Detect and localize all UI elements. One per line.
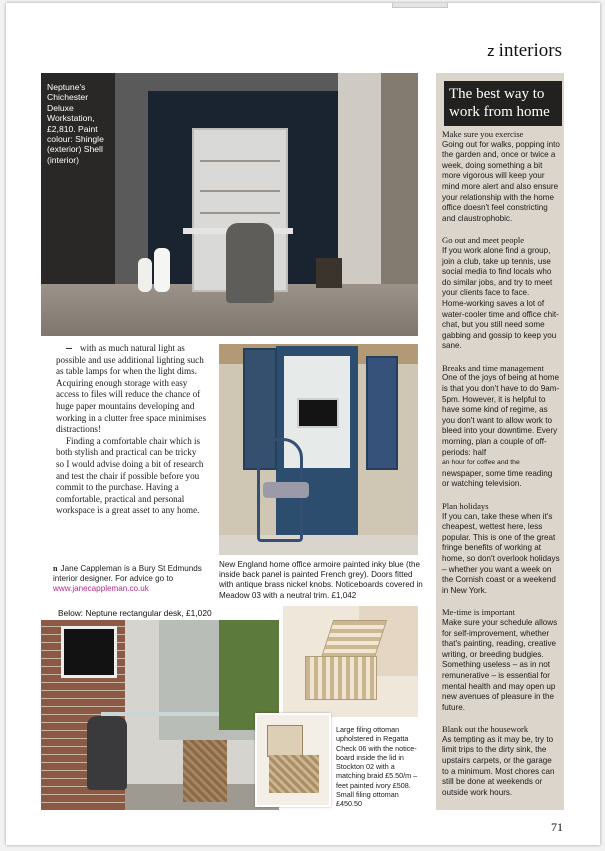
armoire-chair-seat [263, 482, 309, 498]
tip-meet-people [442, 235, 560, 352]
tip-paragraph: As tempting as it may be, try to limit trips to the dirty sink, the upstairs carpets, or the garage to a minimum. Most chores can still be done at weekends or outside work hours. [442, 734, 555, 797]
monitor [297, 398, 339, 428]
tip-body [442, 735, 560, 799]
ottoman-photo [283, 606, 418, 717]
hero-photo [41, 73, 418, 336]
magazine-page [6, 3, 600, 845]
continuation-dash [66, 348, 72, 349]
body-paragraph-text: with as much natural light as possible and use additional lighting such as table lamps for when the light dims. Acquiring enough storage with easy access to files will reduce the chance of huge paper mountains developing and working in a clutter free space minimises distractions! [56, 343, 206, 435]
tip-housework [442, 724, 560, 798]
hero-vase [154, 248, 170, 292]
small-ottoman-lid [267, 725, 303, 757]
tip-paragraph: Make sure your schedule allows for self-improvement, whether that's painting, reading, creative writing, or breeding budgies. Something useless – as in not remunerative – is essential for mental health and may open up new avenues of pleasure in the future. [442, 617, 558, 712]
hero-shelf [200, 212, 280, 214]
armoire-photo [219, 344, 418, 555]
wicker-basket [183, 740, 227, 802]
ottoman-caption: Large filing ottoman upholstered in Regatta Check 06 with the notice-board inside the lid in Stockton 02 with a matching braid £5.50/m – feet painted ivory £508. Small filing ottoman £450.50 [336, 725, 418, 809]
ottoman-box [305, 656, 377, 700]
tip-paragraph: If you can, take these when it's cheapest, wettest here, less popular. This is one of the great fringe benefits of working at home, so don't overlook holidays – whether you want a week on the Cornish coast or a weekend in New York. [442, 511, 560, 595]
sidebar-sections [442, 129, 560, 809]
tip-paragraph: newspaper, some time reading or watching television. [442, 468, 553, 489]
body-paragraph [56, 343, 206, 436]
hero-caption: Neptune's Chichester Deluxe Workstation, £2,810. Paint colour: Shingle (exterior) Shell (interior) [47, 82, 104, 165]
tips-sidebar [436, 73, 564, 810]
desk-caption: Below: Neptune rectangular desk, £1,020 [58, 608, 212, 618]
small-ottoman-box [269, 755, 319, 793]
tip-heading: Breaks and time management [442, 362, 544, 373]
tip-small-line: an hour for coffee and the [442, 459, 520, 467]
article-body [56, 343, 206, 517]
tip-paragraph: Home-working saves a lot of water-cooler time and office chit-chat, but you still need some gabbing and gossip to keep you sane. [442, 298, 559, 351]
tip-heading: Blank out the housework [442, 724, 529, 735]
section-prefix: z [487, 43, 495, 60]
tip-holidays [442, 501, 560, 596]
tip-paragraph: If you work alone find a group, join a club, take up tennis, use social media to find locals who do similar jobs, and try to meet your clients face to face. [442, 245, 553, 298]
tip-breaks [442, 363, 560, 490]
tip-me-time [442, 607, 560, 713]
page-tab [392, 3, 448, 8]
hero-shelf [200, 160, 280, 162]
section-header [487, 40, 562, 62]
hero-vase [138, 258, 152, 292]
hero-chair [226, 223, 274, 303]
tip-heading: Me-time is important [442, 607, 516, 618]
tip-exercise [442, 129, 560, 224]
body-paragraph: Finding a comfortable chair which is both stylish and practical can be tricky so I would advise doing a bit of research and test the chair if possible before you commit to the purchase. Having a comfortable, practical and personal workspace is a great asset to any home. [56, 435, 204, 516]
tip-paragraph: Going out for walks, popping into the garden and, once or twice a week, doing something a bit more vigorous will keep your mind more alert and also ensure your relationship with the home office doesn't feel constricting and claustrophobic. [442, 139, 560, 223]
tip-body [442, 618, 560, 713]
section-title: interiors [498, 40, 562, 61]
tip-body [442, 512, 560, 597]
tip-heading: Plan holidays [442, 501, 489, 511]
page-number: 71 [551, 820, 563, 834]
armoire-caption: New England home office armoire painted inky blue (the inside back panel is painted French grey). Doors fitted with antique brass nickel knobs. Noticeboards covered in Meadow 03 with a neutral trim. £1,042 [219, 560, 423, 600]
hero-basket [316, 258, 342, 288]
tip-body [442, 373, 560, 490]
tip-heading: Go out and meet people [442, 235, 525, 246]
tip-body [442, 140, 560, 225]
tip-paragraph: One of the joys of being at home is that you don't have to do 9am-5pm. However, it is helpful to have some kind of regime, as you don't want to allow work to bleed into your downtime. Every morning, plan a couple of off-periods: half [442, 373, 560, 457]
hero-shelf [200, 190, 280, 192]
armoire-photo-floor [219, 535, 418, 555]
sidebar-title: The best way to work from home [444, 81, 562, 126]
end-marker: n [53, 564, 58, 573]
desk-chair [87, 716, 127, 790]
wall-picture [61, 626, 117, 678]
tip-body [442, 246, 560, 352]
tip-heading: Make sure you exercise [442, 129, 524, 139]
author-website-link[interactable]: www.janecappleman.co.uk [53, 584, 149, 594]
desk-photo [41, 620, 279, 810]
author-bio [53, 564, 209, 595]
bio-text: Jane Cappleman is a Bury St Edmunds interior designer. For advice go to [53, 564, 202, 584]
armoire-right-door [366, 356, 398, 470]
small-ottoman-photo [255, 713, 331, 807]
